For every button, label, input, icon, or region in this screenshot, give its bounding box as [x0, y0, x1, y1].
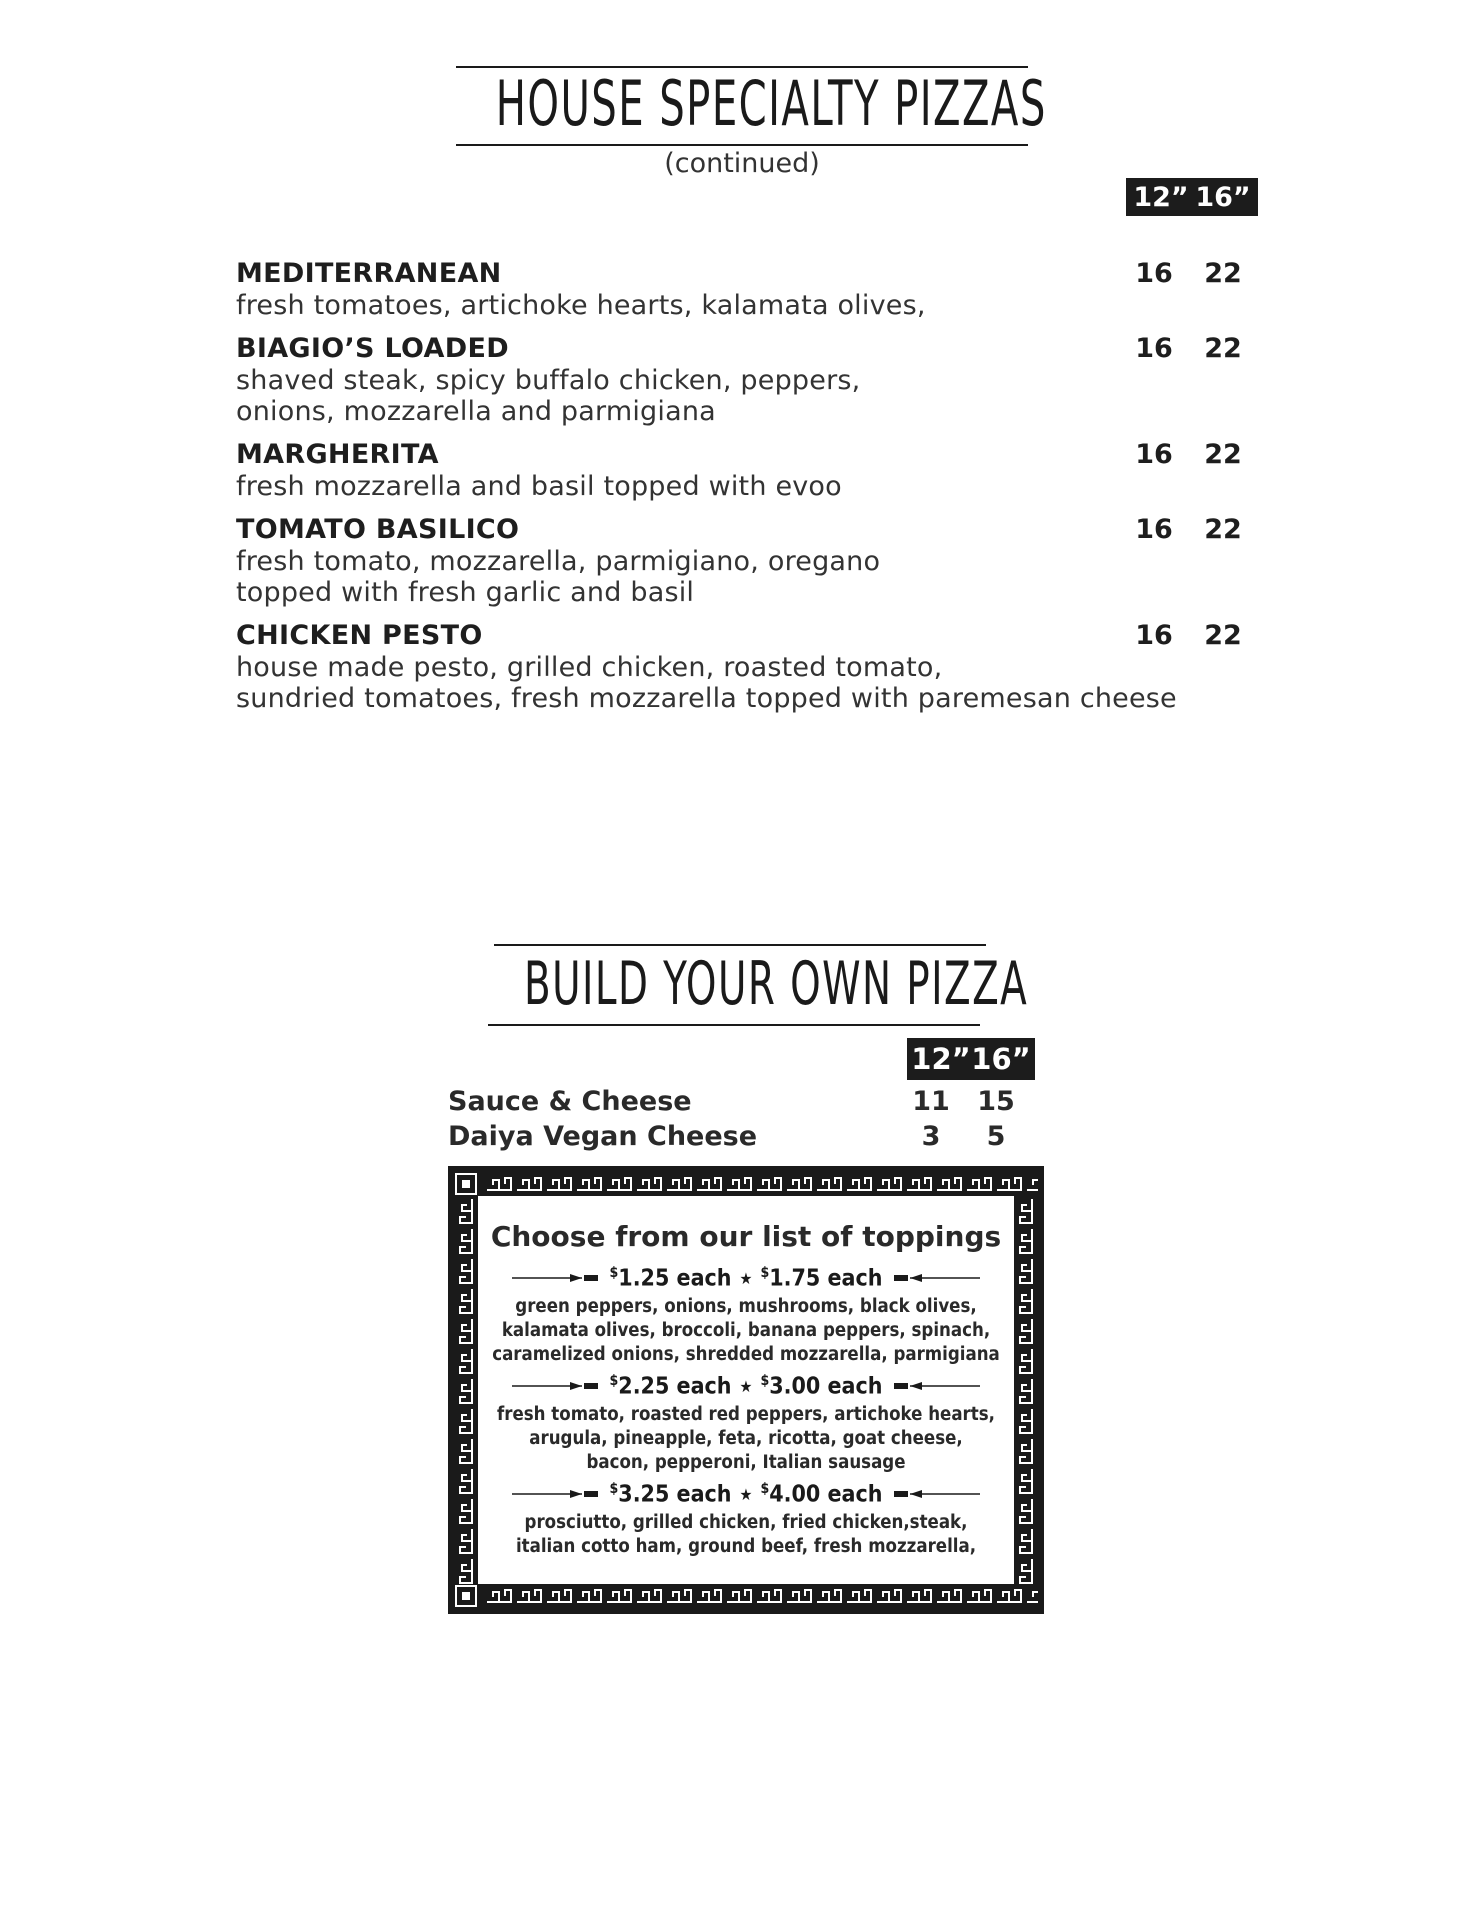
item-desc: fresh tomato, mozzarella, parmigiano, oregano topped with fresh garlic and basil	[236, 546, 881, 608]
tier-3-price-line	[484, 1477, 1008, 1511]
byo-rule-bottom	[488, 1024, 980, 1026]
specialty-subtitle-wrap	[400, 148, 1084, 179]
byo-row-name: Daiya Vegan Cheese	[448, 1121, 758, 1152]
greek-key-pattern-right	[1014, 1196, 1038, 1584]
item-name: TOMATO BASILICO	[236, 514, 520, 545]
greek-key-pattern-top	[454, 1172, 1038, 1196]
item-desc: fresh tomatoes, artichoke hearts, kalamata olives,	[236, 290, 926, 321]
tier-1-price-b: $1.75 each	[760, 1264, 883, 1292]
toppings-content	[484, 1202, 1008, 1578]
greek-key-border-top	[454, 1172, 1038, 1196]
tier-2-price-a: $2.25 each	[609, 1372, 732, 1400]
toppings-heading: Choose from our list of toppings	[490, 1220, 1002, 1253]
price-12: 11	[912, 1086, 950, 1117]
menu-item-mediterranean	[236, 258, 1256, 321]
item-name: CHICKEN PESTO	[236, 620, 483, 651]
ornament-right-icon	[890, 1272, 980, 1284]
star-icon: ★	[739, 1268, 753, 1288]
title-rule-bottom	[456, 144, 1028, 146]
price-16: 22	[1204, 514, 1242, 545]
toppings-frame	[448, 1166, 1044, 1614]
star-icon: ★	[739, 1376, 753, 1396]
price-12: 16	[1135, 258, 1173, 289]
tier-1-toppings: green peppers, onions, mushrooms, black olives, kalamata olives, broccoli, banana peppers, spinach, caramelized onions, shredded mozzarella, parmigiana	[492, 1296, 1000, 1365]
menu-item-margherita	[236, 439, 1256, 502]
menu-item-chicken-pesto	[236, 620, 1256, 714]
item-name: MEDITERRANEAN	[236, 258, 502, 289]
specialty-title: HOUSE SPECIALTY PIZZAS	[495, 67, 1047, 140]
byo-row-sauce-cheese	[448, 1085, 1038, 1119]
price-12: 3	[921, 1121, 941, 1152]
greek-key-border-right	[1014, 1196, 1038, 1584]
price-16: 22	[1204, 258, 1242, 289]
size-16-label: 16”	[1195, 181, 1251, 213]
price-16: 15	[977, 1086, 1015, 1117]
tier-3-price-b: $4.00 each	[760, 1480, 883, 1508]
item-desc: fresh mozzarella and basil topped with evoo	[236, 471, 842, 502]
ornament-right-icon	[890, 1380, 980, 1392]
ornament-right-icon	[890, 1488, 980, 1500]
price-16: 22	[1204, 333, 1242, 364]
greek-key-pattern-bottom	[454, 1584, 1038, 1608]
tier-3-toppings: prosciutto, grilled chicken, fried chicken,steak, italian cotto ham, ground beef, fresh mozzarella,	[515, 1512, 977, 1557]
item-name: MARGHERITA	[236, 439, 439, 470]
price-16: 22	[1204, 620, 1242, 651]
tier-1-price-line	[484, 1261, 1008, 1295]
byo-title: BUILD YOUR OWN PIZZA	[524, 949, 1029, 1019]
tier-2-price-line	[484, 1369, 1008, 1403]
price-12: 16	[1135, 439, 1173, 470]
size-12-label: 12”	[911, 1042, 971, 1076]
byo-size-header	[907, 1038, 1035, 1080]
menu-item-biagios-loaded	[236, 333, 1256, 427]
price-12: 16	[1135, 620, 1173, 651]
star-icon: ★	[739, 1484, 753, 1504]
byo-row-vegan-cheese	[448, 1120, 1038, 1154]
size-16-label: 16”	[971, 1042, 1031, 1076]
byo-title-wrap	[440, 944, 1040, 1024]
tier-3-price-a: $3.25 each	[609, 1480, 732, 1508]
price-12: 16	[1135, 333, 1173, 364]
item-desc: shaved steak, spicy buffalo chicken, peppers, onions, mozzarella and parmigiana	[236, 365, 861, 427]
greek-key-border-bottom	[454, 1584, 1038, 1608]
greek-key-border-left	[454, 1196, 478, 1584]
tier-2-price-b: $3.00 each	[760, 1372, 883, 1400]
ornament-left-icon	[512, 1488, 602, 1500]
price-16: 5	[986, 1121, 1006, 1152]
tier-2-toppings: fresh tomato, roasted red peppers, artichoke hearts, arugula, pineapple, feta, ricotta, goat cheese, bacon, pepperoni, Italian sausage	[497, 1404, 995, 1473]
item-desc: house made pesto, grilled chicken, roasted tomato, sundried tomatoes, fresh mozzarella topped with paremesan cheese	[236, 652, 1177, 714]
item-name: BIAGIO’S LOADED	[236, 333, 509, 364]
specialty-subtitle: (continued)	[664, 148, 820, 179]
menu-item-tomato-basilico	[236, 514, 1256, 608]
ornament-left-icon	[512, 1272, 602, 1284]
tier-1-price-a: $1.25 each	[609, 1264, 732, 1292]
price-16: 22	[1204, 439, 1242, 470]
greek-key-pattern-left	[454, 1196, 478, 1584]
specialty-size-header	[1126, 178, 1258, 216]
price-12: 16	[1135, 514, 1173, 545]
ornament-left-icon	[512, 1380, 602, 1392]
specialty-title-wrap	[400, 64, 1084, 144]
byo-row-name: Sauce & Cheese	[448, 1086, 692, 1117]
size-12-label: 12”	[1133, 181, 1189, 213]
